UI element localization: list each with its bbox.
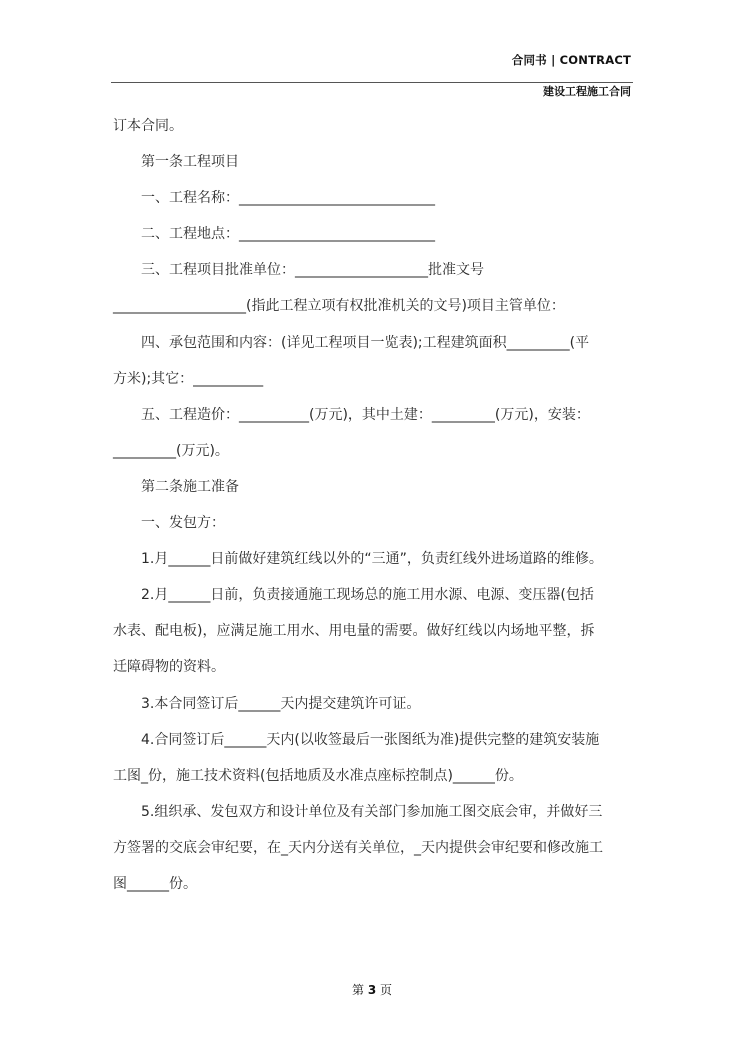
page-number: 3	[367, 983, 377, 997]
body-line: ___________________(指此工程立项有权批准机关的文号)项目主管单位：	[113, 298, 565, 315]
body-line: 三、工程项目批准单位：___________________批准文号	[141, 262, 484, 279]
body-line: 订本合同。	[113, 118, 183, 134]
body-line: 五、工程造价：__________(万元)，其中土建：_________(万元)，安装：	[141, 406, 590, 423]
body-line: 迁障碍物的资料。	[113, 659, 225, 676]
body-line: 一、工程名称：____________________________	[141, 190, 435, 207]
body-line: 水表、配电板)，应满足施工用水、用电量的需要。做好红线以内场地平整，拆	[113, 623, 595, 640]
body-line: _________(万元)。	[113, 442, 229, 459]
contract-body	[113, 108, 631, 902]
body-line: 5.组织承、发包双方和设计单位及有关部门参加施工图交底会审，并做好三	[141, 803, 603, 820]
body-line: 4.合同签订后______天内(以收签最后一张图纸为准)提供完整的建筑安装施	[141, 731, 600, 748]
body-line: 工图_份，施工技术资料(包括地质及水准点座标控制点)______份。	[113, 767, 523, 784]
page-footer	[0, 981, 744, 998]
body-line: 一、发包方：	[141, 515, 225, 532]
body-line: 方签署的交底会审纪要，在_天内分送有关单位，_天内提供会审纪要和修改施工	[113, 839, 603, 856]
header-subtitle: 建设工程施工合同	[543, 85, 631, 98]
body-line: 1.月______日前做好建筑红线以外的“三通”，负责红线外进场道路的维修。	[141, 551, 603, 568]
article-heading: 第二条施工准备	[141, 478, 239, 495]
header-title: 合同书 | CONTRACT	[511, 53, 631, 67]
page-suffix: 页	[380, 983, 393, 997]
body-line: 图______份。	[113, 875, 197, 892]
body-line: 2.月______日前，负责接通施工现场总的施工用水源、电源、变压器(包括	[141, 587, 594, 604]
article-heading: 第一条工程项目	[141, 154, 239, 171]
body-line: 方米);其它：__________	[113, 370, 264, 387]
body-line: 3.本合同签订后______天内提交建筑许可证。	[141, 695, 421, 712]
body-line: 四、承包范围和内容：(详见工程项目一览表);工程建筑面积_________(平	[141, 334, 590, 351]
body-line: 二、工程地点：____________________________	[141, 226, 435, 243]
page-prefix: 第	[351, 983, 364, 997]
